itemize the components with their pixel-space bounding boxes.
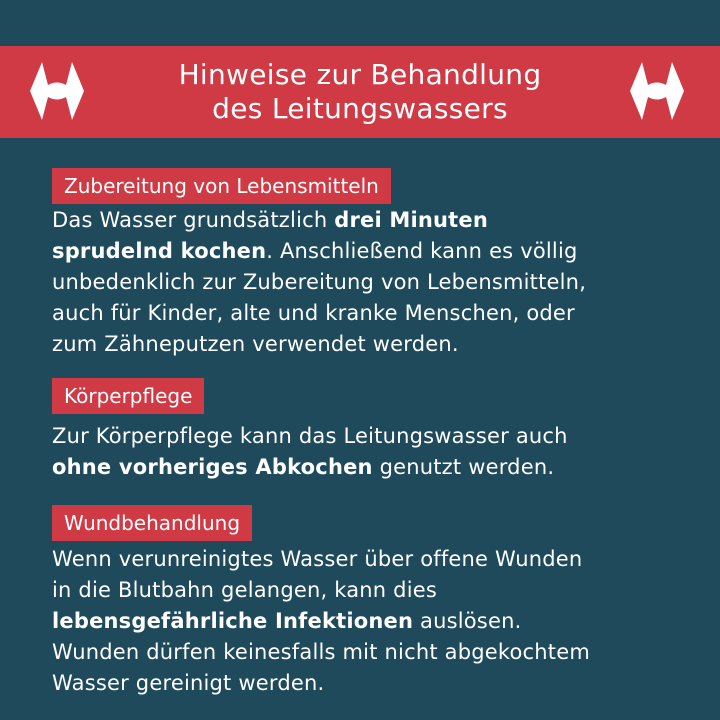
section-label-zubereitung: Zubereitung von Lebensmitteln: [52, 168, 391, 204]
text-line: Wenn verunreinigtes Wasser über offene Wunden: [52, 547, 583, 571]
text-line: in die Blutbahn gelangen, kann dies: [52, 578, 438, 602]
section-text-koerperpflege: [52, 421, 682, 483]
title-banner: [0, 46, 720, 138]
text-line: Wasser gereinigt werden.: [52, 671, 325, 695]
bold-phrase: lebensgefährliche Infektionen: [52, 609, 414, 633]
text-line: Das Wasser grundsätzlich drei Minuten: [52, 208, 489, 232]
text-line: Zur Körperpflege kann das Leitungswasser auch: [52, 424, 568, 448]
text-line: sprudelnd kochen. Anschließend kann es völlig: [52, 239, 578, 263]
text-line: Wunden dürfen keinesfalls mit nicht abgekochtem: [52, 640, 591, 664]
bold-phrase: drei Minuten: [334, 208, 489, 232]
text-line: ohne vorheriges Abkochen genutzt werden.: [52, 455, 555, 479]
title-line-2: des Leitungswassers: [212, 92, 508, 125]
bold-phrase: sprudelnd kochen: [52, 239, 267, 263]
section-label-koerperpflege: Körperpflege: [52, 378, 204, 414]
page-title: [0, 46, 720, 138]
text-line: zum Zähneputzen verwendet werden.: [52, 332, 459, 356]
section-text-zubereitung: [52, 205, 682, 360]
text-line: unbedenklich zur Zubereitung von Lebensmitteln,: [52, 270, 587, 294]
section-text-wundbehandlung: [52, 544, 682, 699]
text-line: lebensgefährliche Infektionen auslösen.: [52, 609, 522, 633]
title-line-1: Hinweise zur Behandlung: [178, 58, 542, 91]
section-label-wundbehandlung: Wundbehandlung: [52, 505, 252, 541]
text-line: auch für Kinder, alte und kranke Menschen, oder: [52, 301, 575, 325]
bold-phrase: ohne vorheriges Abkochen: [52, 455, 373, 479]
logo-icon: [626, 58, 688, 124]
